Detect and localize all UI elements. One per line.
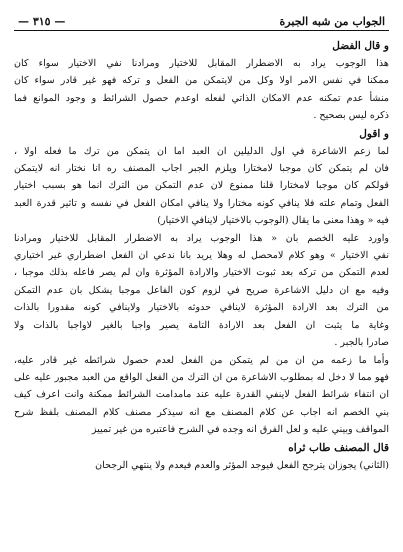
text-line: قولكم كان موجبا لامختارا قلنا ممنوع لان عدم التمكن من الترك انما هو بسبب اختيار bbox=[14, 180, 389, 192]
text-line: بني الخصم انه اجاب عن كلام المصنف مع انه سيذكر مصنف كلام المصنف بلفظ شرح bbox=[14, 406, 389, 418]
text-line: الفعل وتمام علته فلا ينافي كونه مختارا ولا ينافي امكان الفعل في نفسه و تاثير قدرة العبد bbox=[14, 197, 389, 209]
section-heading: قال المصنف طاب ثراه bbox=[288, 441, 389, 454]
text-line: فهو مما لا دخل له بمطلوب الاشاعرة من ان الترك من الفعل الواقع من العبد مجبور عليه على bbox=[14, 371, 389, 383]
running-title: الجواب من شبه الجبرة bbox=[279, 15, 385, 28]
section-heading: و قال الفضل bbox=[332, 40, 389, 52]
text-line: لعدم التمكن من تركه بعد ثبوت الاختيار والارادة المؤثرة وان لم يصر فاعله بذلك موجبا ، bbox=[14, 267, 389, 279]
text-line: نفي الاختيار » وهو كلام لامحصل له وهلا يريد بانا ندعي ان الفعل اضطراري غير اختياري bbox=[14, 250, 389, 262]
text-line: هذا الوجوب يراد به الاضطرار المقابل للاختيار ومرادنا نفي الاختيار سواء كان bbox=[14, 58, 389, 69]
text-line: ممكنا في نفس الامر اولا وكل من لايتمكن من الفعل و تركه فهو غير قادر سواء كان bbox=[14, 75, 389, 87]
text-line: منشأ عدم تمكنه عدم الامكان الذاتي لفعله اوعدم حصول الشرائط و وجود الموانع فما bbox=[14, 92, 389, 104]
text-line: صادرا بالجبر . bbox=[334, 337, 389, 349]
text-line: فيه « وهذا معنى ما يقال (الوجوب بالاختيار لاينافي الاختيار) bbox=[157, 215, 389, 227]
text-line: المواقف وبيني عليه و لعل الفرق انه وجده في الشرح فاعتبره من غير تمييز bbox=[91, 424, 389, 436]
text-line: من الترك بعد الارادة المؤثرة لاينافي حدوثه بالاختيار ولاينافي كونه مقدورا بالذات bbox=[14, 302, 389, 314]
text-line: واورد عليه الخصم بان « هذا الوجوب يراد به الاضطرار المقابل للاختيار ومرادنا bbox=[14, 232, 389, 244]
text-line: (الثاني) يجوزان يترجح الفعل فيوجد المؤثر والعدم فيعدم ولا ينتهي الرجحان bbox=[95, 459, 389, 471]
page-number: — ٣١٥ — bbox=[18, 15, 66, 28]
text-line: ان انتفاء شرائط الفعل لاينفي القدرة عليه عند مامدامت الشرائط ممكنة وانت اعرف كيف bbox=[14, 389, 389, 401]
text-line: وأما ما زعمه من ان من لم يتمكن من الفعل لعدم حصول شرائطه غير قادر عليه، bbox=[14, 354, 389, 366]
text-line: وغاية ما يثبت ان الفعل بعد الارادة التامة يصير واجبا بالغير لاواجبا بالذات ولا bbox=[14, 319, 389, 331]
text-line: لما زعم الاشاعرة في اول الدليلين ان العبد اما ان يتمكن من ترك ما فعله اولا ، bbox=[14, 145, 389, 157]
page-header bbox=[14, 12, 389, 30]
text-line: ذكره ليس بصحيح . bbox=[313, 110, 389, 122]
section-heading: و اقول bbox=[359, 127, 389, 140]
page-body bbox=[14, 37, 389, 474]
header-rule bbox=[14, 30, 389, 31]
text-line: وفيه مع ان دليل الاشاعرة صريح في لزوم كون الفاعل موجبا يشكل بان عدم التمكن bbox=[14, 284, 389, 296]
text-line: فان لم يتمكن كان موجبا لامختارا ويلزم الجبر اجاب المصنف ره انا نختار انه لايتمكن bbox=[14, 163, 389, 175]
